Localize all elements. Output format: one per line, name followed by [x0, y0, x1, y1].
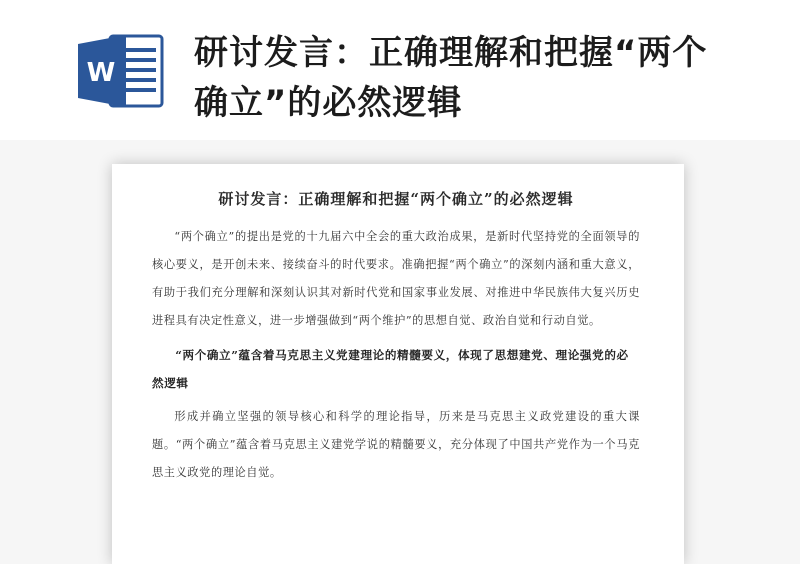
paragraph-1: “两个确立”的提出是党的十九届六中全会的重大政治成果，是新时代坚持党的全面领导的核心要义，是开创未来、接续奋斗的时代要求。准确把握“两个确立”的深刻内涵和重大意义，有助于我们充分理解和深刻认识其对新时代党和国家事业发展、对推进中华民族伟大复兴历史进程具有决定性意义，进一步增强做到“两个维护”的思想自觉、政治自觉和行动自觉。 [152, 230, 640, 327]
document-page [112, 164, 684, 564]
paragraph-2: 形成并确立坚强的领导核心和科学的理论指导，历来是马克思主义政党建设的重大课题。“两个确立”蕴含着马克思主义建党学说的精髓要义，充分体现了中国共产党作为一个马克思主义政党的理论自觉。 [152, 410, 640, 479]
document-title: 研讨发言：正确理解和把握“两个确立”的必然逻辑 [218, 190, 574, 208]
word-document-icon [76, 32, 164, 110]
word-icon-letter: W [86, 58, 116, 88]
header-banner [0, 0, 800, 140]
subheading-1: “两个确立”蕴含着马克思主义党建理论的精髓要义，体现了思想建党、理论强党的必然逻辑 [152, 348, 629, 390]
page-title: 研讨发言：正确理解和把握“两个确立”的必然逻辑 [194, 33, 708, 123]
